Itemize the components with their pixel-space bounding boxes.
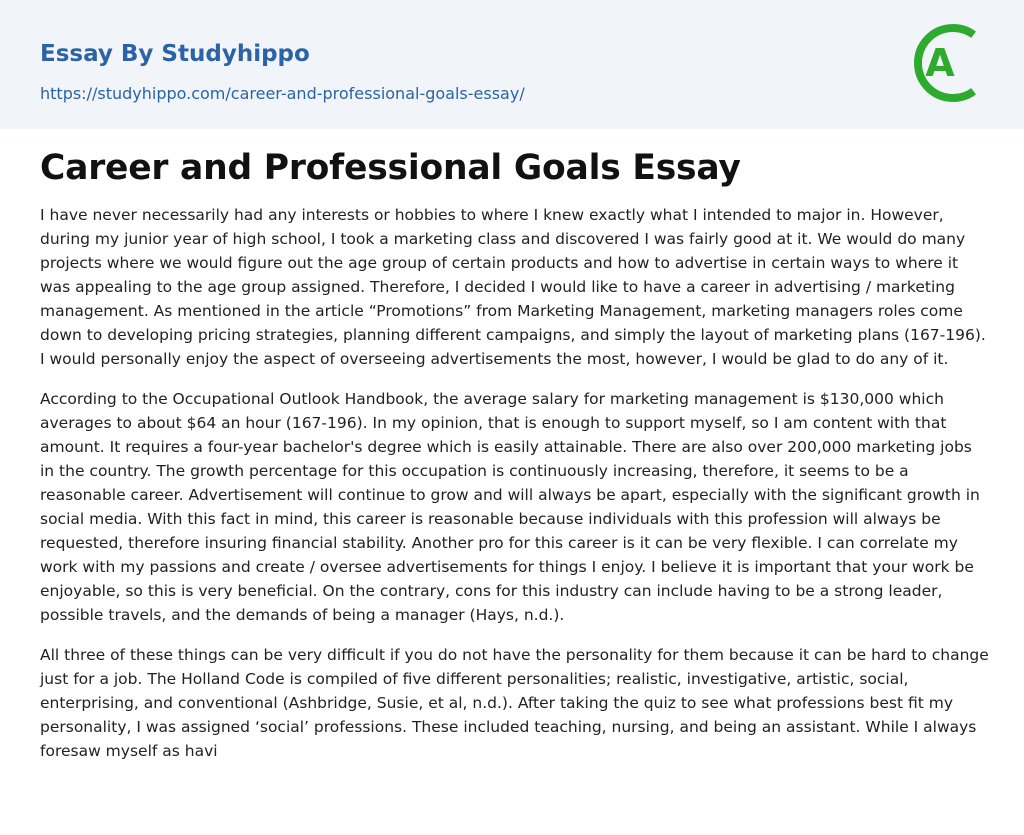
- paragraph-1: I have never necessarily had any interests or hobbies to where I knew exactly what I intended to major in. However, during my junior year of high school, I took a marketing class and discovered I was fairly good at it. We would do many projects where we would figure out the age group of certain products and how to advertise in certain ways to where it was appealing to the age group assigned. Therefore, I decided I would like to have a career in advertising / marketing management. As mentioned in the article “Promotions” from Marketing Management, marketing managers roles come down to developing pricing strategies, planning different campaigns, and simply the layout of marketing plans (167-196). I would personally enjoy the aspect of overseeing advertisements the most, however, I would be glad to do any of it.: [40, 206, 986, 368]
- paragraph-2: According to the Occupational Outlook Handbook, the average salary for marketing management is $130,000 which averages to about $64 an hour (167-196). In my opinion, that is enough to support myself, so I am content with that amount. It requires a four-year bachelor's degree which is easily attainable. There are also over 200,000 marketing jobs in the country. The growth percentage for this occupation is continuously increasing, therefore, it seems to be a reasonable career. Advertisement will continue to grow and will always be apart, especially with the significant growth in social media. With this fact in mind, this career is reasonable because individuals with this profession will always be requested, therefore insuring financial stability. Another pro for this career is it can be very flexible. I can correlate my work with my passions and create / oversee advertisements for things I enjoy. I believe it is important that your work be enjoyable, so this is very beneficial. On the contrary, cons for this industry can include having to be a strong leader, possible travels, and the demands of being a manager (Hays, n.d.).: [40, 390, 980, 624]
- article: [40, 143, 990, 779]
- article-url-link[interactable]: https://studyhippo.com/career-and-professional-goals-essay/: [40, 84, 525, 103]
- studyhippo-logo-icon[interactable]: [910, 18, 988, 108]
- article-title: Career and Professional Goals Essay: [40, 148, 741, 188]
- site-header: [0, 0, 1024, 129]
- paragraph-3: All three of these things can be very difficult if you do not have the personality for them because it can be hard to change just for a job. The Holland Code is compiled of five different personalities; realistic, investigative, artistic, social, enterprising, and conventional (Ashbridge, Susie, et al, n.d.). After taking the quiz to see what professions best fit my personality, I was assigned ‘social’ professions. These included teaching, nursing, and being an assistant. While I always foresaw myself as havi: [40, 646, 989, 760]
- site-brand[interactable]: Essay By Studyhippo: [40, 41, 310, 67]
- logo-letter: A: [925, 41, 955, 85]
